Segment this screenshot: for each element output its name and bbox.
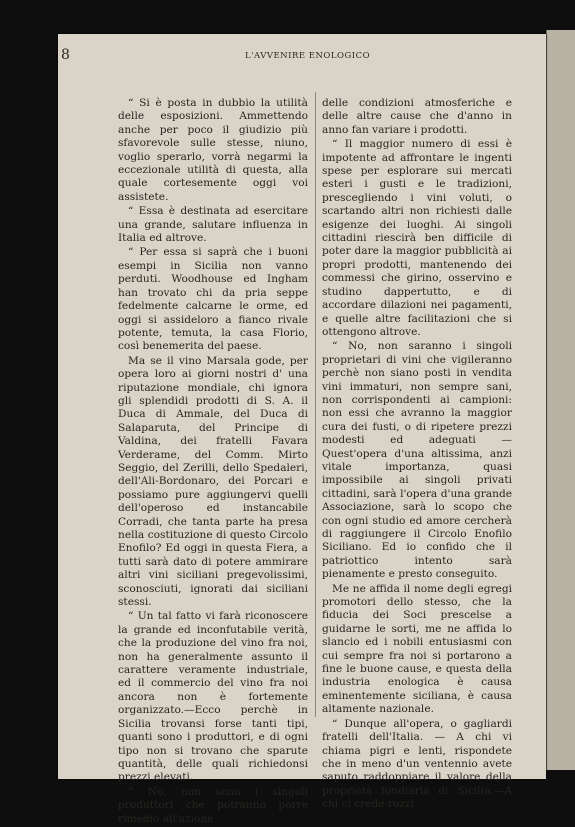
paragraph: “ Il maggior numero di essi è impotente ad affrontare le ingenti spese per esplorare sui mercati esteri i gusti e le tradizioni, prescegliendo i vini voluti, o scartando altri non richiesti dalle esigenze dei luoghi. Ai singoli cittadini riescirà ben difficile di poter dare la maggior pubblicità ai propri prodotti, mantenendo dei commessi che girino, osservino e studino dappertutto, e di accordare dilazioni nei pagamenti, e quelle altre facilitazioni che si ottengono altrove. (322, 138, 512, 338)
paragraph: delle condizioni atmosferiche e delle altre cause che d'anno in anno fan variare i prodotti. (322, 97, 512, 136)
left-column (118, 97, 308, 827)
paragraph: “ Si è posta in dubbio la utilità delle esposizioni. Ammettendo anche per poco il giudizio più sfavorevole sulle stesse, niuno, voglio sperarlo, vorrà negarmi la eccezionale utilità di questa, alla quale cortesemente oggi voi assistete. (118, 97, 308, 203)
page-number: 8 (61, 47, 70, 63)
column-divider (315, 92, 316, 717)
paragraph: Me ne affida il nome degli egregi promotori dello stesso, che la fiducia dei Soci prescelse a guidarne le sorti, me ne affida lo slancio ed i nobili entusiasmi con cui sempre fra noi si portarono a fine le buone cause, e questa della industria enologica è causa eminentemente siciliana, è causa altamente nazionale. (322, 582, 512, 716)
paragraph: Ma se il vino Marsala gode, per opera loro ai giorni nostri d' una riputazione mondiale, chi ignora gli splendidi prodotti di S. A. il Duca di Ammale, del Duca di Salaparuta, del Principe di Valdina, dei fratelli Favara Verderame, del Comm. Mirto Seggio, del Zerilli, dello Spedaleri, dell'Ali-Bordonaro, dei Porcari e possiamo pure aggiungervi quelli dell'operoso ed instancabile Corradi, che tanta parte ha presa nella costituzione di questo Circolo Enofilo? Ed oggi in questa Fiera, a tutti sarà dato di potere ammirare altri vini siciliani pregevolissimi, sconosciuti, ignorati dai siciliani stessi. (118, 354, 308, 609)
right-column (322, 97, 512, 813)
paragraph: “ Dunque all'opera, o gagliardi fratelli dell'Italia. — A chi vi chiama pigri e lenti, rispondete che in meno d'un ventennio avete saputo raddoppiare il valore della proprietà fondiaria di Sicilia.—A chi ci crede rozzi (322, 717, 512, 811)
paragraph: “ Per essa si saprà che i buoni esempi in Sicilia non vanno perduti. Woodhouse ed Ingham han trovato chi da pria seppe fedelmente calcarne le orme, ed oggi si assideloro a fianco rivale potente, temuta, la casa Florio, così benemerita del paese. (118, 246, 308, 353)
paragraph: “ Essa è destinata ad esercitare una grande, salutare influenza in Italia ed altrove. (118, 205, 308, 245)
page-header (0, 47, 575, 63)
running-title: L'AVVENIRE ENOLOGICO (245, 51, 371, 61)
paragraph: “ No, non saranno i singoli proprietari di vini che vigileranno perchè non siano posti in vendita vini immaturi, non sempre sani, non corrispondenti ai campioni: non essi che avranno la maggior cura dei fusti, o di ripetere prezzi modesti ed adeguati — Quest'opera d'una altissima, anzi vitale importanza, quasi impossibile ai singoli privati cittadini, sarà l'opera d'una grande Associazione, sarà lo scopo che con ogni studio ed amore cercherà di raggiungere il Circolo Enofilo Siciliano. Ed io confido che il patriottico intento sarà pienamente e presto conseguito. (322, 340, 512, 581)
paragraph: “ No, non sono i singoli produttori che potranno porre rimedio all'azione (118, 785, 308, 825)
adjacent-page-edge (546, 30, 575, 770)
paragraph: “ Un tal fatto vi farà riconoscere la grande ed inconfutabile verità, che la produzione del vino fra noi, non ha generalmente assunto il carattere veramente industriale, ed il commercio del vino fra noi ancora non è fortemente organizzato.—Ecco perchè in Sicilia trovansi forse tanti tipi, quanti sono i produttori, e di ogni tipo non si trovano che sparute quantità, delle quali richiedonsi prezzi elevati. (118, 610, 308, 784)
